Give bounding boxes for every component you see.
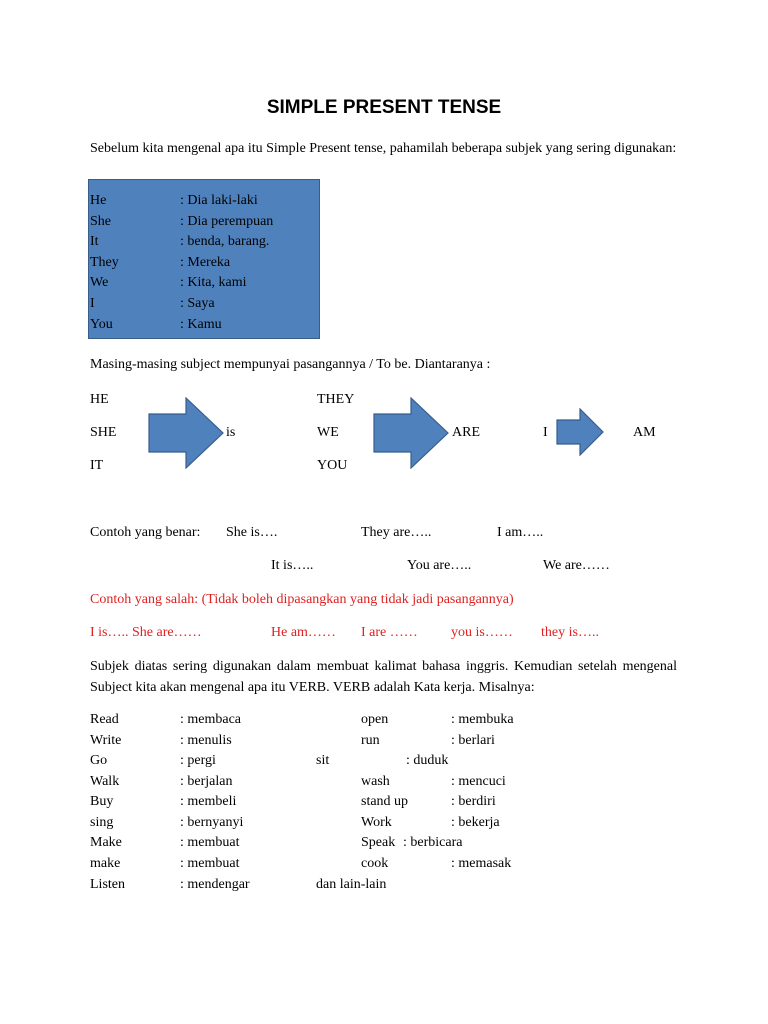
verb-intro-paragraph: Subjek diatas sering digunakan dalam membuat kalimat bahasa inggris. Kemudian setelah mengenal Subject kita akan mengenal apa itu VERB. VERB adalah Kata kerja. Misalnya: bbox=[90, 659, 677, 695]
page-title: SIMPLE PRESENT TENSE bbox=[266, 97, 502, 118]
verb-word: make bbox=[90, 856, 121, 871]
subject-meaning: : Saya bbox=[180, 296, 215, 311]
verb-word: Make bbox=[90, 835, 122, 850]
verb-meaning: : membuat bbox=[180, 856, 240, 871]
verb-word: sing bbox=[90, 815, 114, 830]
right-arrow-icon bbox=[373, 397, 449, 469]
subject-meaning: : Dia perempuan bbox=[180, 214, 274, 229]
verb-word: Read bbox=[90, 712, 119, 727]
pair-subject: I bbox=[543, 425, 548, 440]
correct-example: It is….. bbox=[271, 558, 314, 573]
verb-meaning: : membeli bbox=[180, 794, 237, 809]
intro-paragraph: Sebelum kita mengenal apa itu Simple Present tense, pahamilah beberapa subjek yang sering digunakan: bbox=[90, 141, 677, 156]
verb-word: Walk bbox=[90, 774, 120, 789]
to-be-is: is bbox=[226, 425, 236, 440]
verb-word: Go bbox=[90, 753, 108, 768]
wrong-label: Contoh yang salah: (Tidak boleh dipasangkan yang tidak jadi pasangannya) bbox=[90, 592, 514, 607]
verb-meaning: : memasak bbox=[451, 856, 512, 871]
verb-meaning: : berjalan bbox=[180, 774, 233, 789]
subject-meaning: : Dia laki-laki bbox=[180, 193, 258, 208]
correct-example: We are…… bbox=[543, 558, 610, 573]
correct-example: I am….. bbox=[497, 525, 544, 540]
verb-word: wash bbox=[361, 774, 390, 789]
verb-word: run bbox=[361, 733, 380, 748]
verb-meaning: : membuat bbox=[180, 835, 240, 850]
pair-subject: YOU bbox=[317, 458, 348, 473]
verb-meaning: : berdiri bbox=[451, 794, 496, 809]
subject-meaning: : Kita, kami bbox=[180, 275, 247, 290]
subject-word: They bbox=[90, 255, 119, 270]
verb-word: stand up bbox=[361, 794, 409, 809]
to-be-am: AM bbox=[633, 425, 656, 440]
verb-word: Write bbox=[90, 733, 122, 748]
correct-example: They are….. bbox=[361, 525, 432, 540]
subject-meaning: : Mereka bbox=[180, 255, 231, 270]
pair-subject: SHE bbox=[90, 425, 117, 440]
pair-subject: HE bbox=[90, 392, 109, 407]
verb-word: sit bbox=[316, 753, 330, 768]
verb-word: Buy bbox=[90, 794, 114, 809]
verb-meaning: : membuka bbox=[451, 712, 514, 727]
verb-meaning: : bekerja bbox=[451, 815, 500, 830]
verb-meaning: : pergi bbox=[180, 753, 216, 768]
verb-meaning: : duduk bbox=[406, 753, 449, 768]
right-arrow-icon bbox=[148, 397, 224, 469]
pair-subject: THEY bbox=[317, 392, 355, 407]
wrong-example: He am…… bbox=[271, 625, 336, 640]
verb-meaning: : berbicara bbox=[403, 835, 463, 850]
verb-meaning: : menulis bbox=[180, 733, 232, 748]
wrong-example: you is…… bbox=[451, 625, 513, 640]
correct-example: She is…. bbox=[226, 525, 278, 540]
etc-text: dan lain-lain bbox=[316, 877, 387, 892]
subject-meaning: : Kamu bbox=[180, 317, 222, 332]
verb-word: Listen bbox=[90, 877, 125, 892]
correct-example: You are….. bbox=[407, 558, 472, 573]
subject-meaning: : benda, barang. bbox=[180, 234, 270, 249]
to-be-are: ARE bbox=[452, 425, 480, 440]
subject-word: She bbox=[90, 214, 111, 229]
verb-word: Speak bbox=[361, 835, 396, 850]
wrong-example: I are …… bbox=[361, 625, 418, 640]
subject-box bbox=[88, 179, 320, 339]
verb-meaning: : membaca bbox=[180, 712, 242, 727]
verb-word: cook bbox=[361, 856, 389, 871]
verb-word: Work bbox=[361, 815, 392, 830]
pair-subject: IT bbox=[90, 458, 104, 473]
subject-word: It bbox=[90, 234, 99, 249]
subject-word: We bbox=[90, 275, 109, 290]
subject-word: I bbox=[90, 296, 95, 311]
wrong-example: I is….. She are…… bbox=[90, 625, 202, 640]
subject-word: You bbox=[90, 317, 113, 332]
wrong-example: they is….. bbox=[541, 625, 599, 640]
verb-word: open bbox=[361, 712, 389, 727]
correct-label: Contoh yang benar: bbox=[90, 525, 201, 540]
right-arrow-icon bbox=[556, 408, 604, 456]
verb-meaning: : mencuci bbox=[451, 774, 506, 789]
verb-meaning: : bernyanyi bbox=[180, 815, 244, 830]
verb-meaning: : berlari bbox=[451, 733, 495, 748]
pair-subject: WE bbox=[317, 425, 339, 440]
subject-word: He bbox=[90, 193, 107, 208]
verb-meaning: : mendengar bbox=[180, 877, 250, 892]
pairs-intro: Masing-masing subject mempunyai pasangannya / To be. Diantaranya : bbox=[90, 357, 491, 372]
